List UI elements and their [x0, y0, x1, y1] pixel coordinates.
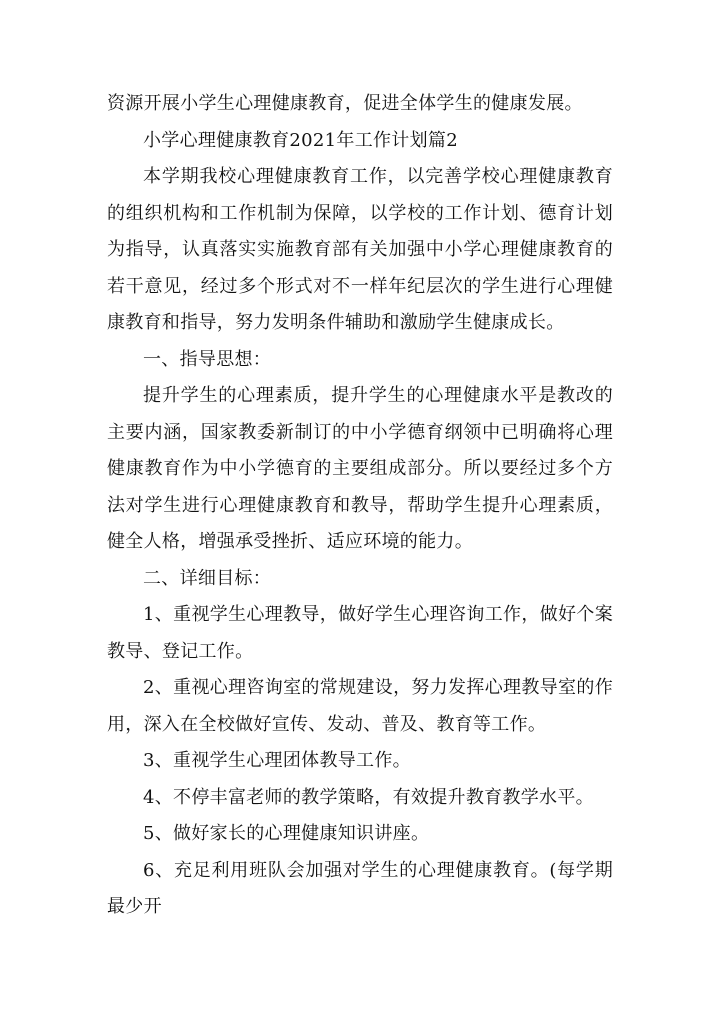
paragraph-intro: 本学期我校心理健康教育工作，以完善学校心理健康教育的组织机构和工作机制为保障，以学校的工作计划、德育计划为指导，认真落实实施教育部有关加强中小学心理健康教育的若干意见，经过多个形式对不一样年纪层次的学生进行心理健康教育和指导，努力发明条件辅助和激励学生健康成长。: [107, 166, 613, 333]
goal-item-5: 5、做好家长的心理健康知识讲座。: [143, 823, 430, 844]
goal-item-4: 4、不停丰富老师的教学策略，有效提升教育教学水平。: [143, 786, 594, 808]
goal-item-1: 1、重视学生心理教导，做好学生心理咨询工作，做好个案教导、登记工作。: [107, 604, 613, 662]
document-body: [107, 86, 613, 926]
goal-item-3: 3、重视学生心理团体教导工作。: [143, 750, 411, 771]
paragraph-continuation: 资源开展小学生心理健康教育，促进全体学生的健康发展。: [107, 93, 583, 114]
heading-guiding-ideology: 一、指导思想：: [143, 348, 272, 370]
heading-detailed-goals: 二、详细目标：: [143, 567, 272, 589]
goal-item-6: 6、充足利用班队会加强对学生的心理健康教育。(每学期最少开: [107, 859, 613, 917]
goal-item-2: 2、重视心理咨询室的常规建设，努力发挥心理教导室的作用，深入在全校做好宣传、发动、普及、教育等工作。: [107, 677, 613, 735]
paragraph-guiding-ideology: 提升学生的心理素质，提升学生的心理健康水平是教改的主要内涵，国家教委新制订的中小学德育纲领中已明确将心理健康教育作为中小学德育的主要组成部分。所以要经过多个方法对学生进行心理健康教育和教导，帮助学生提升心理素质，健全人格，增强承受挫折、适应环境的能力。: [107, 385, 613, 552]
section-heading-plan-2: 小学心理健康教育2021年工作计划篇2: [143, 129, 458, 151]
